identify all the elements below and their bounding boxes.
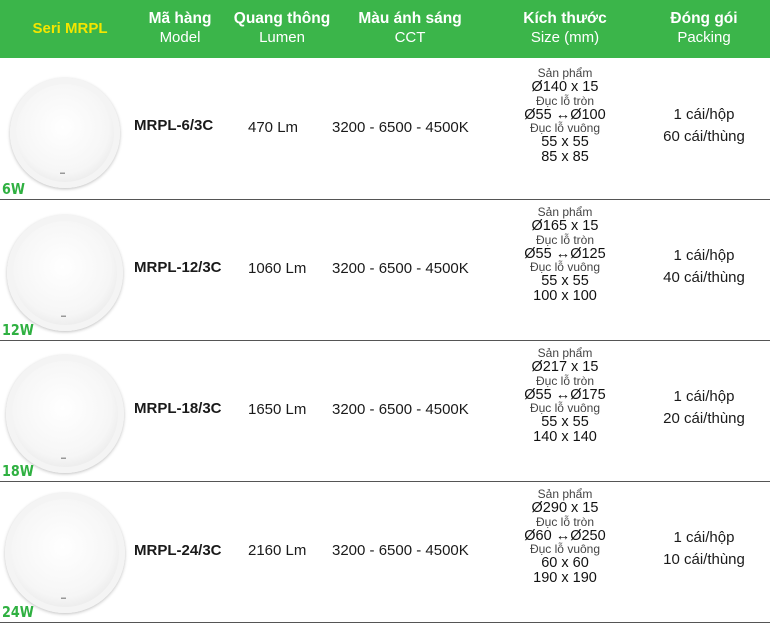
packing-per-carton: 40 cái/thùng: [663, 269, 745, 286]
packing-block: [640, 104, 768, 148]
panel-light-image: ▬: [6, 355, 124, 473]
product-size-label: Sản phẩm: [537, 66, 593, 80]
product-size: Ø217 x 15: [531, 359, 599, 375]
header-lumen-title: Quang thông: [233, 10, 331, 27]
round-cutout-label: Đục lỗ tròn: [535, 93, 595, 108]
lumen-value: 1060 Lm: [248, 260, 307, 277]
packing-per-box: 1 cái/hộp: [673, 247, 735, 264]
product-photo: [0, 60, 128, 200]
header-packing-title: Đóng gói: [670, 10, 738, 27]
product-size-label: Sản phẩm: [537, 205, 593, 219]
table-row: [0, 342, 770, 482]
cct-value: 3200 - 6500 - 4500K: [332, 401, 469, 418]
header-model-title: Mã hàng: [148, 10, 212, 27]
square-cutout-min: 55 x 55: [541, 134, 589, 150]
product-size-label: Sản phẩm: [537, 346, 593, 360]
series-title: Seri MRPL: [32, 20, 108, 37]
table-row: [0, 483, 770, 623]
row-divider: [0, 199, 770, 200]
table-row: [0, 201, 770, 341]
wattage-label: 6W: [2, 180, 25, 198]
model-code: MRPL-6/3C: [134, 117, 214, 134]
header-model-subtitle: Model: [159, 29, 201, 46]
product-photo: [0, 483, 128, 623]
packing-per-box: 1 cái/hộp: [673, 106, 735, 123]
model-code: MRPL-12/3C: [134, 259, 222, 276]
table-header: [0, 0, 770, 58]
round-cutout: Ø60 ↔Ø250: [524, 527, 606, 544]
header-size-title: Kích thước: [523, 10, 607, 27]
packing-per-box: 1 cái/hộp: [673, 529, 735, 546]
cct-value: 3200 - 6500 - 4500K: [332, 260, 469, 277]
round-cutout-label: Đục lỗ tròn: [535, 514, 595, 529]
header-size-subtitle: Size (mm): [530, 29, 600, 46]
wattage-label: 24W: [2, 603, 34, 621]
model-code: MRPL-18/3C: [134, 400, 222, 417]
square-cutout-label: Đục lỗ vuông: [529, 260, 601, 274]
square-cutout-max: 190 x 190: [533, 569, 597, 586]
row-divider: [0, 340, 770, 341]
product-photo: [0, 342, 128, 482]
product-size: Ø140 x 15: [531, 79, 599, 95]
header-cct-subtitle: CCT: [394, 29, 426, 46]
size-block: [505, 488, 625, 585]
square-cutout-max: 85 x 85: [541, 148, 589, 165]
wattage-label: 12W: [2, 321, 34, 339]
size-block: [505, 347, 625, 444]
lumen-value: 1650 Lm: [248, 401, 307, 418]
square-cutout-label: Đục lỗ vuông: [529, 121, 601, 135]
size-block: [505, 206, 625, 303]
size-block: [505, 67, 625, 164]
header-size: [505, 0, 625, 58]
square-cutout-label: Đục lỗ vuông: [529, 542, 601, 556]
cct-value: 3200 - 6500 - 4500K: [332, 119, 469, 136]
round-cutout: Ø55 ↔Ø175: [524, 386, 606, 403]
panel-light-image: ▬: [7, 215, 123, 331]
lumen-value: 2160 Lm: [248, 542, 307, 559]
round-cutout-label: Đục lỗ tròn: [535, 232, 595, 247]
lumen-value: 470 Lm: [248, 119, 299, 136]
header-packing: [640, 0, 768, 58]
round-cutout: Ø55 ↔Ø100: [524, 106, 606, 123]
wattage-label: 18W: [2, 462, 34, 480]
product-size: Ø290 x 15: [531, 500, 599, 516]
header-lumen-subtitle: Lumen: [259, 29, 305, 46]
header-packing-subtitle: Packing: [677, 29, 731, 46]
square-cutout-min: 55 x 55: [541, 273, 589, 289]
packing-block: [640, 245, 768, 289]
packing-block: [640, 527, 768, 571]
square-cutout-max: 100 x 100: [533, 287, 597, 304]
packing-per-carton: 10 cái/thùng: [663, 551, 745, 568]
packing-per-carton: 20 cái/thùng: [663, 410, 745, 427]
header-lumen: [222, 0, 342, 58]
square-cutout-label: Đục lỗ vuông: [529, 401, 601, 415]
panel-light-image: ▬: [5, 493, 125, 613]
header-model: [130, 0, 230, 58]
panel-light-image: ▬: [10, 78, 120, 188]
header-cct: [345, 0, 475, 58]
product-size-label: Sản phẩm: [537, 487, 593, 501]
square-cutout-max: 140 x 140: [533, 428, 597, 445]
product-size: Ø165 x 15: [531, 218, 599, 234]
packing-per-box: 1 cái/hộp: [673, 388, 735, 405]
packing-per-carton: 60 cái/thùng: [663, 128, 745, 145]
row-divider: [0, 481, 770, 482]
table-row: [0, 60, 770, 200]
square-cutout-min: 55 x 55: [541, 414, 589, 430]
square-cutout-min: 60 x 60: [541, 555, 589, 571]
model-code: MRPL-24/3C: [134, 542, 222, 559]
product-photo: [0, 201, 128, 341]
round-cutout-label: Đục lỗ tròn: [535, 373, 595, 388]
row-divider: [0, 622, 770, 623]
header-cct-title: Màu ánh sáng: [358, 10, 462, 27]
cct-value: 3200 - 6500 - 4500K: [332, 542, 469, 559]
packing-block: [640, 386, 768, 430]
round-cutout: Ø55 ↔Ø125: [524, 245, 606, 262]
